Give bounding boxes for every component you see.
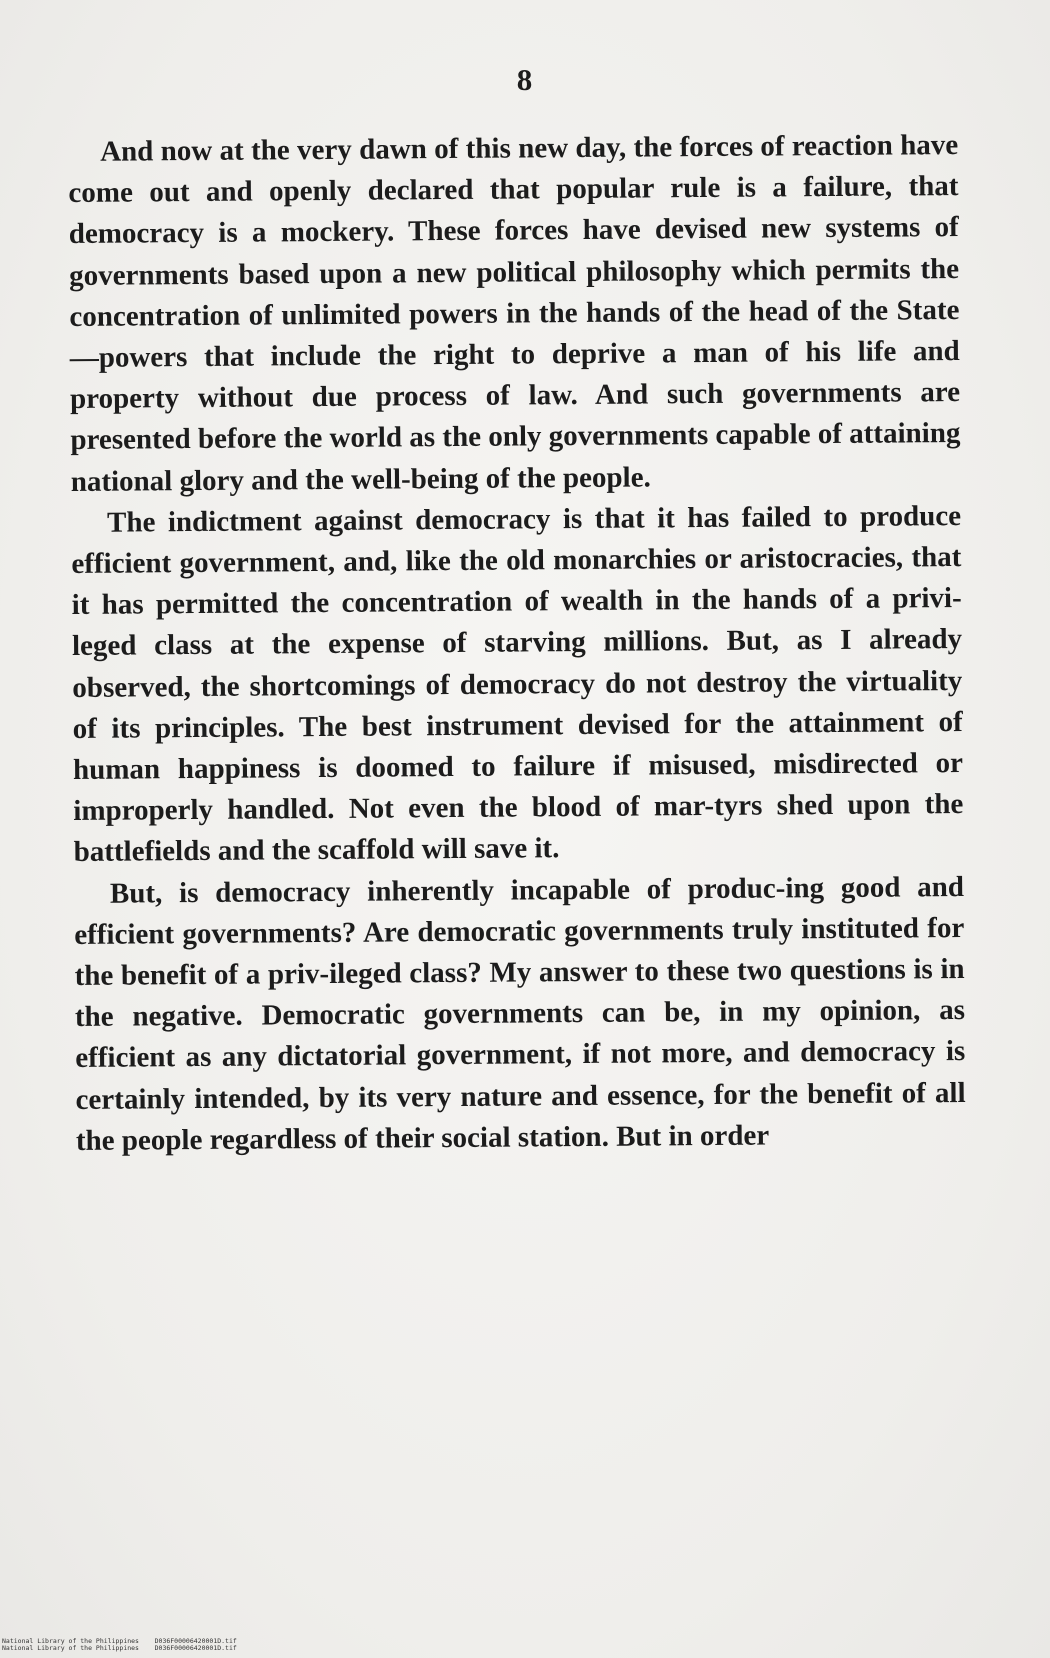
body-text [68, 125, 966, 1162]
page-number: 8 [516, 62, 534, 97]
footer-line-1: National Library of the Philippines D036F00006420001D.tif [2, 1637, 237, 1645]
paragraph-3: But, is democracy inherently incapable of produc-ing good and efficient governments? Are democratic governments truly instituted for the benefit of a priv-ileged class? My answer to these two questions is in the negative. Democratic governments can be, in my opinion, as efficient as any dictatorial government, if not more, and democracy is certainly intended, by its very nature and essence, for the benefit of all the people regardless of their social station. But in order [74, 870, 966, 1157]
scan-footer [2, 1638, 237, 1652]
paragraph-1: And now at the very dawn of this new day, the forces of reaction have come out and openly declared that popular rule is a failure, that democracy is a mockery. These forces have devised new systems of governments based upon a new political philosophy which permits the concentration of unlimited powers in the hands of the head of the State—powers that include the right to deprive a man of his life and property without due process of law. And such governments are presented before the world as the only governments capable of attaining national glory and the well-being of the people. [68, 129, 961, 498]
footer-line-2: National Library of the Philippines D036F00006420001D.tif [2, 1644, 237, 1652]
paragraph-2: The indictment against democracy is that it has failed to produce efficient government, and, like the old monarchies or aristocracies, that it has permitted the concentration of wealth in the hands of a privi-leged class at the expense of starving millions. But, as I already observed, the shortcomings of democracy do not destroy the virtuality of its principles. The best instrument devised for the attainment of human happiness is doomed to failure if misused, misdirected or improperly handled. Not even the blood of mar-tyrs shed upon the battlefields and the scaffold will save it. [71, 499, 964, 869]
